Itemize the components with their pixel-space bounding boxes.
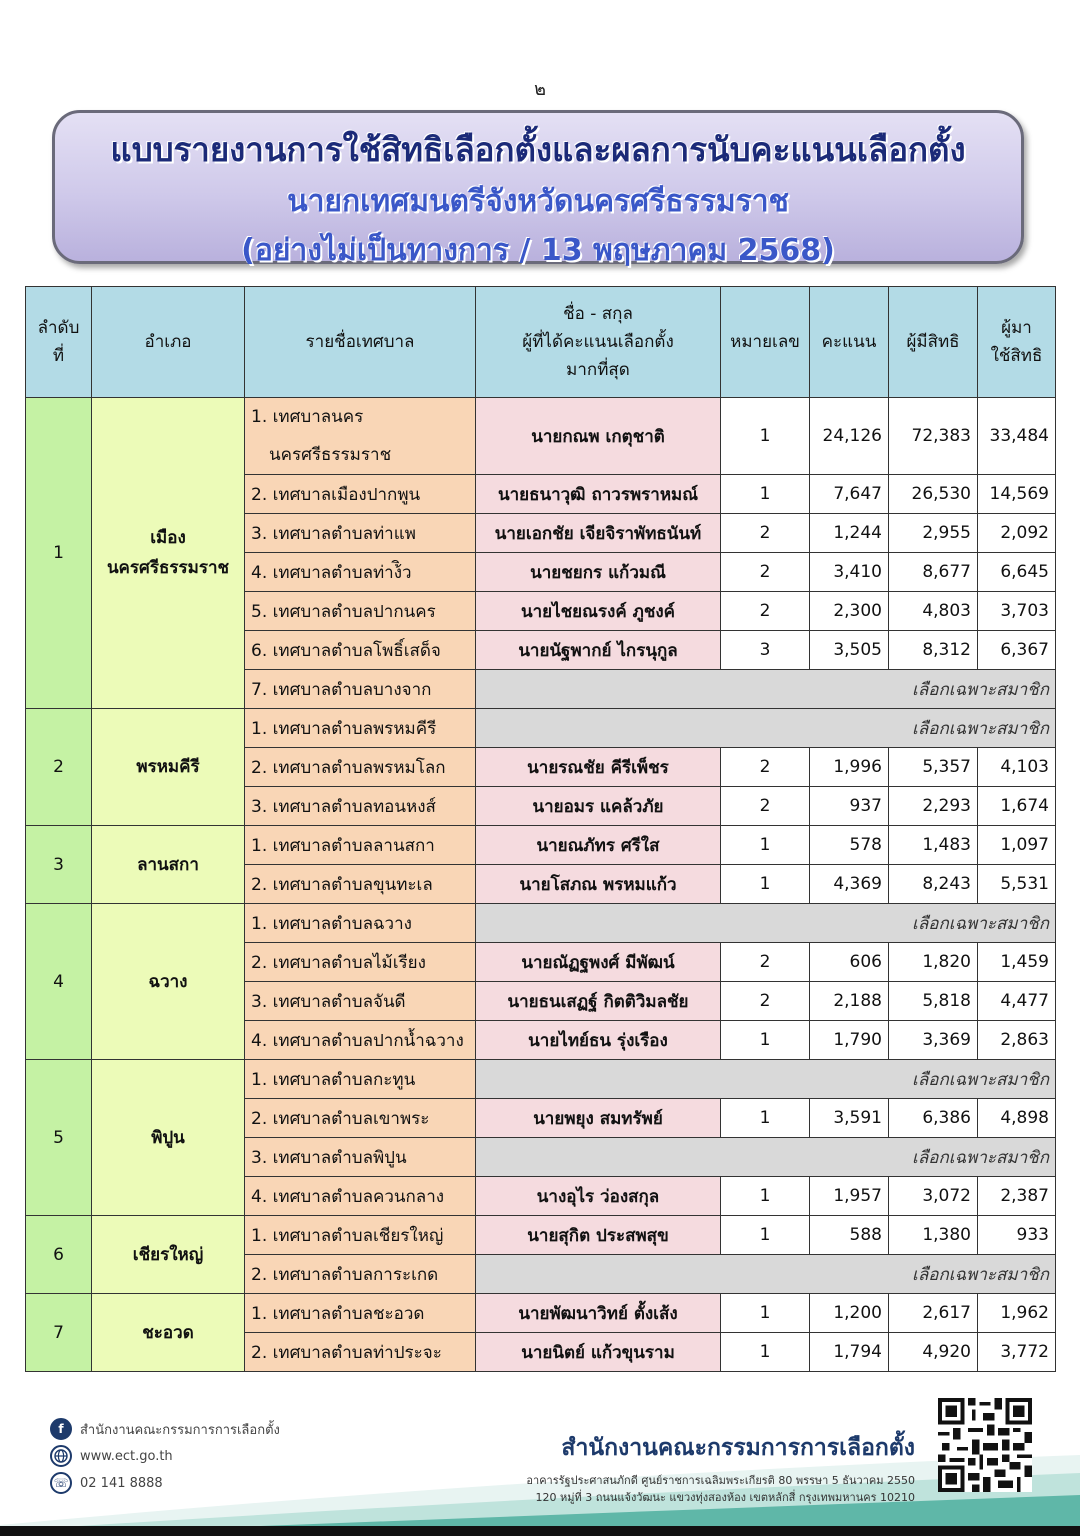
header-candidate: ชื่อ - สกุล ผู้ที่ได้คะแนนเลือกตั้ง มากที่สุด [476, 287, 721, 398]
candidate-number: 1 [721, 1333, 810, 1372]
municipality-name: 2. เทศบาลตำบลไม้เรียง [245, 943, 476, 982]
district-name: พิปูน [92, 1060, 245, 1216]
candidate-name: นายนิตย์ แก้วขุนราม [476, 1333, 721, 1372]
district-name: เชียรใหญ่ [92, 1216, 245, 1294]
municipality-name: 2. เทศบาลตำบลการะเกด [245, 1255, 476, 1294]
votes-count: 1,957 [810, 1177, 889, 1216]
turnout-count: 33,484 [978, 398, 1056, 475]
municipality-name: 1. เทศบาลตำบลพรหมคีรี [245, 709, 476, 748]
municipality-name: 1. เทศบาลนคร นครศรีธรรมราช [245, 398, 476, 475]
district-name: พรหมคีรี [92, 709, 245, 826]
header-eligible: ผู้มีสิทธิ [889, 287, 978, 398]
phone-icon: ☏ [50, 1472, 72, 1494]
eligible-count: 8,243 [889, 865, 978, 904]
table-row [26, 1294, 1056, 1333]
candidate-name: นายณภัทร ศรีใส [476, 826, 721, 865]
candidate-name: นายไชยณรงค์ ภูชงค์ [476, 592, 721, 631]
candidate-name: นายเอกชัย เจียจิราพัทธนันท์ [476, 514, 721, 553]
table-row [26, 826, 1056, 865]
votes-count: 1,996 [810, 748, 889, 787]
facebook-link[interactable] [50, 1416, 280, 1442]
candidate-name: นายอมร แคล้วภัย [476, 787, 721, 826]
org-address-2: 120 หมู่ที่ 3 ถนนแจ้งวัฒนะ แขวงทุ่งสองห้อง เขตหลักสี่ กรุงเทพมหานคร 10210 [535, 1491, 915, 1504]
candidate-name: นายชยกร แก้วมณี [476, 553, 721, 592]
municipality-name: 1. เทศบาลตำบลชะอวด [245, 1294, 476, 1333]
title-line-2: นายกเทศมนตรีจังหวัดนครศรีธรรมราช [287, 184, 789, 219]
candidate-number: 2 [721, 982, 810, 1021]
turnout-count: 1,962 [978, 1294, 1056, 1333]
header-municipality: รายชื่อเทศบาล [245, 287, 476, 398]
votes-count: 7,647 [810, 475, 889, 514]
eligible-count: 2,293 [889, 787, 978, 826]
turnout-count: 6,645 [978, 553, 1056, 592]
candidate-name: นางอุไร ว่องสกุล [476, 1177, 721, 1216]
turnout-count: 14,569 [978, 475, 1056, 514]
candidate-number: 2 [721, 748, 810, 787]
qr-code[interactable] [938, 1398, 1032, 1492]
eligible-count: 3,369 [889, 1021, 978, 1060]
candidate-number: 1 [721, 826, 810, 865]
candidate-number: 1 [721, 1294, 810, 1333]
votes-count: 1,200 [810, 1294, 889, 1333]
eligible-count: 8,677 [889, 553, 978, 592]
turnout-count: 2,863 [978, 1021, 1056, 1060]
votes-count: 1,794 [810, 1333, 889, 1372]
turnout-count: 5,531 [978, 865, 1056, 904]
municipality-name: 1. เทศบาลตำบลลานสกา [245, 826, 476, 865]
municipality-name: 4. เทศบาลตำบลควนกลาง [245, 1177, 476, 1216]
votes-count: 588 [810, 1216, 889, 1255]
municipality-name: 3. เทศบาลตำบลท่าแพ [245, 514, 476, 553]
turnout-count: 6,367 [978, 631, 1056, 670]
candidate-name: นายณัฏฐพงศ์ มีพัฒน์ [476, 943, 721, 982]
candidate-number: 2 [721, 943, 810, 982]
footer-org [526, 1430, 915, 1506]
turnout-count: 2,092 [978, 514, 1056, 553]
header-votes: คะแนน [810, 287, 889, 398]
turnout-count: 1,097 [978, 826, 1056, 865]
candidate-name: นายธนาวุฒิ ถาวรพราหมณ์ [476, 475, 721, 514]
title-banner [52, 110, 1024, 268]
candidate-number: 1 [721, 398, 810, 475]
eligible-count: 1,380 [889, 1216, 978, 1255]
group-number: 2 [26, 709, 92, 826]
municipality-name: 4. เทศบาลตำบลท่าง้ิว [245, 553, 476, 592]
eligible-count: 72,383 [889, 398, 978, 475]
votes-count: 3,591 [810, 1099, 889, 1138]
members-only-note: เลือกเฉพาะสมาชิก [476, 904, 1056, 943]
turnout-count: 3,772 [978, 1333, 1056, 1372]
municipality-name: 7. เทศบาลตำบลบางจาก [245, 670, 476, 709]
turnout-count: 1,674 [978, 787, 1056, 826]
turnout-count: 2,387 [978, 1177, 1056, 1216]
members-only-note: เลือกเฉพาะสมาชิก [476, 709, 1056, 748]
eligible-count: 26,530 [889, 475, 978, 514]
votes-count: 2,300 [810, 592, 889, 631]
municipality-name: 3. เทศบาลตำบลจันดี [245, 982, 476, 1021]
votes-count: 1,790 [810, 1021, 889, 1060]
members-only-note: เลือกเฉพาะสมาชิก [476, 1255, 1056, 1294]
turnout-count: 1,459 [978, 943, 1056, 982]
municipality-name: 2. เทศบาลเมืองปากพูน [245, 475, 476, 514]
votes-count: 4,369 [810, 865, 889, 904]
municipality-name: 6. เทศบาลตำบลโพธิ์เสด็จ [245, 631, 476, 670]
district-name: ฉวาง [92, 904, 245, 1060]
eligible-count: 8,312 [889, 631, 978, 670]
header-no: ลำดับ ที่ [26, 287, 92, 398]
table-row [26, 1216, 1056, 1255]
candidate-number: 1 [721, 475, 810, 514]
candidate-name: นายสุกิต ประสพสุข [476, 1216, 721, 1255]
municipality-name: 1. เทศบาลตำบลเชียรใหญ่ [245, 1216, 476, 1255]
group-number: 4 [26, 904, 92, 1060]
turnout-count: 3,703 [978, 592, 1056, 631]
candidate-name: นายรณชัย คีรีเพ็ชร [476, 748, 721, 787]
org-name: สำนักงานคณะกรรมการการเลือกตั้ง [561, 1435, 915, 1461]
table-row [26, 1060, 1056, 1099]
votes-count: 3,410 [810, 553, 889, 592]
candidate-number: 1 [721, 1099, 810, 1138]
candidate-name: นายพัฒนาวิทย์ ตั้งเส้ง [476, 1294, 721, 1333]
municipality-name: 5. เทศบาลตำบลปากนคร [245, 592, 476, 631]
table-row [26, 709, 1056, 748]
members-only-note: เลือกเฉพาะสมาชิก [476, 1060, 1056, 1099]
candidate-number: 1 [721, 865, 810, 904]
votes-count: 3,505 [810, 631, 889, 670]
municipality-name: 1. เทศบาลตำบลฉวาง [245, 904, 476, 943]
facebook-label: สำนักงานคณะกรรมการการเลือกตั้ง [80, 1422, 280, 1438]
table-row [26, 904, 1056, 943]
eligible-count: 1,820 [889, 943, 978, 982]
municipality-name: 4. เทศบาลตำบลปากน้ำฉวาง [245, 1021, 476, 1060]
group-number: 6 [26, 1216, 92, 1294]
eligible-count: 6,386 [889, 1099, 978, 1138]
candidate-number: 1 [721, 1216, 810, 1255]
candidate-number: 2 [721, 553, 810, 592]
eligible-count: 5,818 [889, 982, 978, 1021]
municipality-name: 2. เทศบาลตำบลพรหมโลก [245, 748, 476, 787]
org-address-1: อาคารรัฐประศาสนภักดี ศูนย์ราชการเฉลิมพระเกียรติ 80 พรรษา 5 ธันวาคม 2550 [526, 1474, 915, 1487]
eligible-count: 2,617 [889, 1294, 978, 1333]
candidate-name: นายธนเสฏฐ์ กิตติวิมลชัย [476, 982, 721, 1021]
votes-count: 937 [810, 787, 889, 826]
group-number: 7 [26, 1294, 92, 1372]
eligible-count: 1,483 [889, 826, 978, 865]
header-turnout: ผู้มา ใช้สิทธิ [978, 287, 1056, 398]
candidate-number: 2 [721, 592, 810, 631]
district-name: เมือง นครศรีธรรมราช [92, 398, 245, 709]
candidate-number: 1 [721, 1177, 810, 1216]
eligible-count: 4,803 [889, 592, 978, 631]
members-only-note: เลือกเฉพาะสมาชิก [476, 670, 1056, 709]
page-number: ๒ [534, 79, 546, 100]
header-number: หมายเลข [721, 287, 810, 398]
phone-label: 02 141 8888 [80, 1475, 163, 1491]
eligible-count: 5,357 [889, 748, 978, 787]
candidate-name: นายพยุง สมทรัพย์ [476, 1099, 721, 1138]
turnout-count: 4,103 [978, 748, 1056, 787]
candidate-number: 2 [721, 514, 810, 553]
table-body [26, 398, 1056, 1372]
municipality-name: 3. เทศบาลตำบลพิปูน [245, 1138, 476, 1177]
votes-count: 606 [810, 943, 889, 982]
votes-count: 24,126 [810, 398, 889, 475]
eligible-count: 3,072 [889, 1177, 978, 1216]
table-row [26, 398, 1056, 475]
eligible-count: 4,920 [889, 1333, 978, 1372]
candidate-name: นายไทย์ธน รุ่งเรือง [476, 1021, 721, 1060]
group-number: 5 [26, 1060, 92, 1216]
group-number: 3 [26, 826, 92, 904]
district-name: ลานสกา [92, 826, 245, 904]
turnout-count: 4,477 [978, 982, 1056, 1021]
candidate-number: 1 [721, 1021, 810, 1060]
votes-count: 2,188 [810, 982, 889, 1021]
municipality-name: 1. เทศบาลตำบลกะทูน [245, 1060, 476, 1099]
members-only-note: เลือกเฉพาะสมาชิก [476, 1138, 1056, 1177]
municipality-name: 2. เทศบาลตำบลขุนทะเล [245, 865, 476, 904]
candidate-number: 3 [721, 631, 810, 670]
header-district: อำเภอ [92, 287, 245, 398]
candidate-name: นายกณพ เกตุชาติ [476, 398, 721, 475]
website-label: www.ect.go.th [80, 1448, 173, 1464]
votes-count: 1,244 [810, 514, 889, 553]
results-table [25, 286, 1056, 1372]
title-line-1: แบบรายงานการใช้สิทธิเลือกตั้งและผลการนับคะแนนเลือกตั้ง [110, 130, 966, 169]
candidate-number: 2 [721, 787, 810, 826]
municipality-name: 3. เทศบาลตำบลทอนหงส์ [245, 787, 476, 826]
candidate-name: นายโสภณ พรหมแก้ว [476, 865, 721, 904]
municipality-name: 2. เทศบาลตำบลท่าประจะ [245, 1333, 476, 1372]
table-header-row [26, 287, 1056, 398]
facebook-icon: f [50, 1418, 72, 1440]
group-number: 1 [26, 398, 92, 709]
votes-count: 578 [810, 826, 889, 865]
district-name: ชะอวด [92, 1294, 245, 1372]
turnout-count: 933 [978, 1216, 1056, 1255]
eligible-count: 2,955 [889, 514, 978, 553]
candidate-name: นายนัฐพากย์ ไกรนุกูล [476, 631, 721, 670]
bottom-bar [0, 1526, 1080, 1536]
turnout-count: 4,898 [978, 1099, 1056, 1138]
title-line-3: (อย่างไม่เป็นทางการ / 13 พฤษภาคม 2568) [241, 233, 835, 268]
municipality-name: 2. เทศบาลตำบลเขาพระ [245, 1099, 476, 1138]
